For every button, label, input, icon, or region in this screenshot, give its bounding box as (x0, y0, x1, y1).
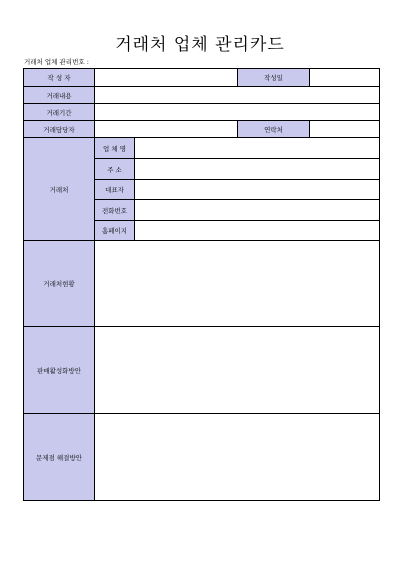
ceo-value[interactable] (135, 180, 380, 200)
sales-label: 판매활성화방안 (24, 327, 95, 414)
client-management-card (23, 68, 380, 501)
content-value[interactable] (95, 87, 380, 104)
content-label: 거래내용 (24, 87, 95, 104)
phone-value[interactable] (135, 200, 380, 221)
problems-value[interactable] (95, 414, 380, 501)
date-value[interactable] (310, 69, 380, 87)
company-value[interactable] (135, 138, 380, 159)
problems-label: 문제점 해결방안 (24, 414, 95, 501)
author-value[interactable] (95, 69, 238, 87)
company-label: 업 체 명 (95, 138, 135, 159)
period-label: 거래기간 (24, 104, 95, 121)
ceo-label: 대표자 (95, 180, 135, 200)
author-label: 작 성 자 (24, 69, 95, 87)
period-value[interactable] (95, 104, 380, 121)
page-title: 거래처 업체 관리카드 (115, 35, 285, 55)
phone-label: 전화번호 (95, 200, 135, 221)
contact-label: 연락처 (238, 121, 310, 138)
homepage-label: 홈페이지 (95, 221, 135, 241)
date-label: 작성일 (238, 69, 310, 87)
address-label: 주 소 (95, 159, 135, 180)
contact-value[interactable] (310, 121, 380, 138)
client-label: 거래처 (24, 138, 95, 241)
management-number-label: 거래처 업체 관리번호 : (24, 58, 89, 66)
homepage-value[interactable] (135, 221, 380, 241)
status-value[interactable] (95, 241, 380, 327)
manager-label: 거래담당자 (24, 121, 95, 138)
address-value[interactable] (135, 159, 380, 180)
manager-value[interactable] (95, 121, 238, 138)
status-label: 거래처현황 (24, 241, 95, 327)
sales-value[interactable] (95, 327, 380, 414)
